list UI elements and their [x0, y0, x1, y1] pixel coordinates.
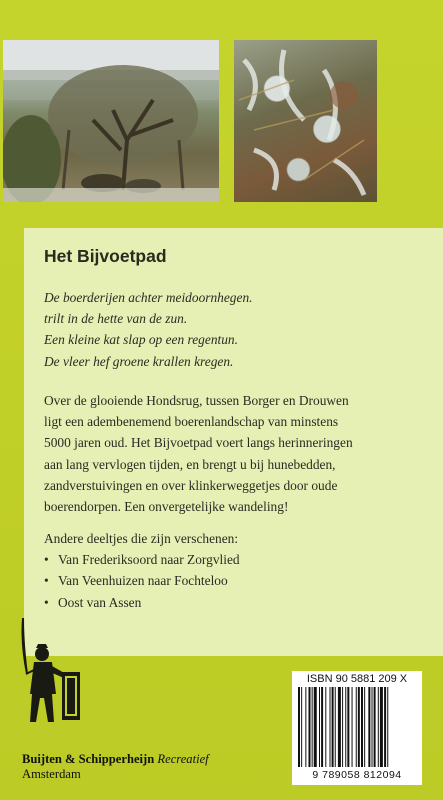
bullet-icon: • [44, 552, 49, 567]
barcode-stripe [342, 687, 343, 767]
list-item-label: Van Frederiksoord naar Zorgvlied [58, 552, 240, 567]
list-item-label: Van Veenhuizen naar Fochteloo [58, 573, 228, 589]
bullet-icon: • [44, 573, 49, 589]
barcode-stripe [319, 687, 320, 767]
barcode-stripe [330, 687, 331, 767]
other-titles-list [44, 549, 240, 613]
barcode-stripe [332, 687, 334, 767]
publisher-name: Buijten & Schipperheijn [22, 752, 155, 766]
other-titles-heading: Andere deeltjes die zijn verschenen: [44, 531, 239, 546]
description-line: 5000 jaren oud. Het Bijvoetpad voert langs herinneringen [44, 435, 353, 451]
description-line: Over de glooiende Hondsrug, tussen Borger en Drouwen [44, 393, 349, 408]
description-line: boerendorpen. Een onvergetelijke wandeling! [44, 499, 289, 515]
barcode-stripe [298, 687, 300, 767]
barcode-stripe [380, 687, 383, 767]
barcode-stripe [345, 687, 346, 767]
landscape-photo-art [3, 40, 219, 202]
barcode-box [292, 671, 422, 785]
barcode-stripe [368, 687, 370, 767]
publisher-logo-icon [18, 614, 84, 726]
barcode-stripe [338, 687, 341, 767]
isbn-label: ISBN 90 5881 209 X [306, 673, 408, 685]
barcode-stripe [358, 687, 360, 767]
barcode-stripe [347, 687, 349, 767]
book-title: Het Bijvoetpad [44, 246, 167, 266]
poem [44, 287, 253, 372]
barcode-icon [298, 687, 416, 767]
barcode-stripe [352, 687, 353, 767]
barcode-stripe [325, 687, 326, 767]
description-text [44, 390, 429, 517]
publisher-imprint [22, 752, 209, 782]
description-line: ligt een adembenemend boerenlandschap van minstens [44, 414, 339, 430]
barcode-stripe [387, 687, 388, 767]
barcode-stripe [384, 687, 386, 767]
lichen-photo-art [234, 40, 377, 202]
barcode-stripe [356, 687, 357, 767]
barcode-stripe [314, 687, 317, 767]
description-line: zandverstuivingen en over klinkerweggetjes door oude [44, 477, 338, 493]
ean-number: 9 789058 812094 [312, 769, 402, 781]
list-item [44, 549, 240, 570]
barcode-stripe [372, 687, 373, 767]
poem-line: Een kleine kat slap op een regentun. [44, 332, 238, 348]
barcode-stripe [321, 687, 323, 767]
barcode-stripe [301, 687, 302, 767]
lichen-photo [234, 40, 377, 202]
barcode-stripe [312, 687, 313, 767]
poem-line: De boerderijen achter meidoornhegen. [44, 290, 253, 305]
barcode-stripe [305, 687, 306, 767]
barcode-stripe [374, 687, 376, 767]
publisher-series: Recreatief [157, 752, 209, 766]
bullet-icon: • [44, 594, 49, 610]
barcode-stripe [335, 687, 336, 767]
barcode-stripe [364, 687, 365, 767]
list-item [44, 570, 240, 591]
list-item-label: Oost van Assen [58, 594, 142, 610]
barcode-stripe [361, 687, 363, 767]
poem-line: trilt in de hette van de zun. [44, 311, 188, 327]
list-item [44, 592, 240, 613]
barcode-stripe [309, 687, 311, 767]
barcode-stripe [378, 687, 379, 767]
description-line: aan lang vervlogen tijden, en brengt u bij hunebedden, [44, 456, 336, 472]
poem-line: De vleer hef groene krallen kregen. [44, 353, 234, 369]
landscape-photo [3, 40, 219, 202]
publisher-city: Amsterdam [22, 767, 81, 781]
